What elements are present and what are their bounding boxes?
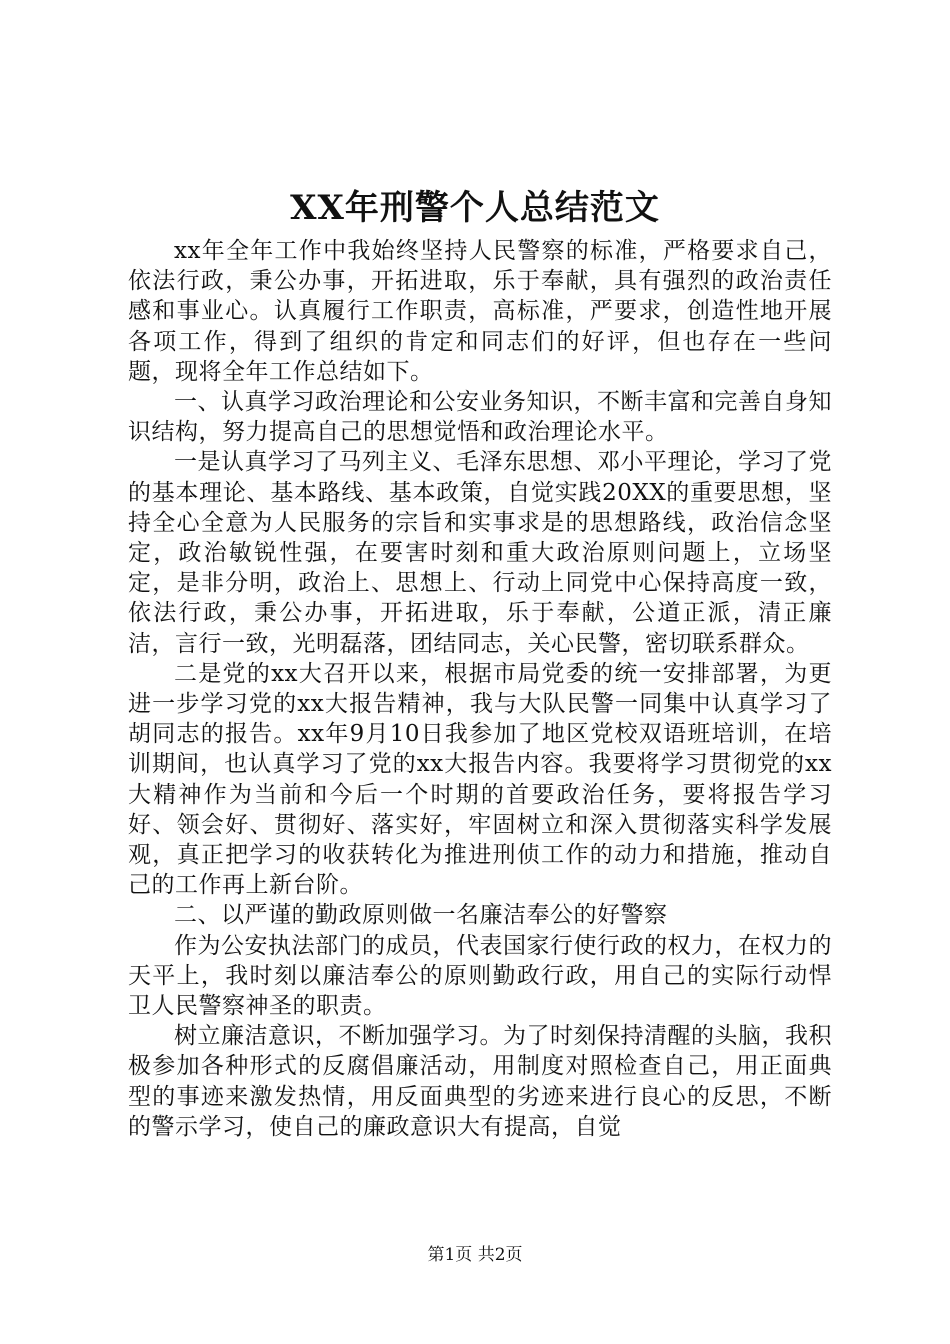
paragraph-section-1-heading: 一、认真学习政治理论和公安业务知识，不断丰富和完善自身知识结构，努力提高自己的思想觉悟和政治理论水平。 — [128, 389, 832, 446]
document-title: XX年刑警个人总结范文 — [290, 188, 660, 228]
paragraph-section-2-intro: 作为公安执法部门的成员，代表国家行使行政的权力，在权力的天平上，我时刻以廉洁奉公的原则勤政行政，用自己的实际行动悍卫人民警察神圣的职责。 — [128, 932, 832, 1020]
paragraph-section-2-heading: 二、以严谨的勤政原则做一名廉洁奉公的好警察 — [174, 902, 668, 929]
paragraph-point-one: 一是认真学习了马列主义、毛泽东思想、邓小平理论，学习了党的基本理论、基本路线、基本政策，自觉实践20XX的重要思想，坚持全心全意为人民服务的宗旨和实事求是的思想路线，政治信念坚定，政治敏锐性强，在要害时刻和重大政治原则问题上，立场坚定，是非分明，政治上、思想上、行动上同党中心保持高度一致，依法行政，秉公办事，开拓进取，乐于奉献，公道正派，清正廉洁，言行一致，光明磊落，团结同志，关心民警，密切联系群众。 — [128, 449, 832, 657]
paragraph-intro: xx年全年工作中我始终坚持人民警察的标准，严格要求自己，依法行政，秉公办事，开拓进取，乐于奉献，具有强烈的政治责任感和事业心。认真履行工作职责，高标准，严要求，创造性地开展各项工作，得到了组织的肯定和同志们的好评，但也存在一些问题，现将全年工作总结如下。 — [128, 238, 832, 385]
paragraph-integrity: 树立廉洁意识，不断加强学习。为了时刻保持清醒的头脑，我积极参加各种形式的反腐倡廉活动，用制度对照检查自己，用正面典型的事迹来激发热情，用反面典型的劣迹来进行良心的反思，不断的警示学习，使自己的廉政意识大有提高，自觉 — [128, 1023, 832, 1140]
document-body — [128, 236, 832, 1142]
paragraph-point-two: 二是党的xx大召开以来，根据市局党委的统一安排部署，为更进一步学习党的xx大报告精神，我与大队民警一同集中认真学习了胡同志的报告。xx年9月10日我参加了地区党校双语班培训，在培训期间，也认真学习了党的xx大报告内容。我要将学习贯彻党的xx大精神作为当前和今后一个时期的首要政治任务，要将报告学习好、领会好、贯彻好、落实好，牢固树立和深入贯彻落实科学发展观，真正把学习的收获转化为推进刑侦工作的动力和措施，推动自己的工作再上新台阶。 — [128, 660, 832, 899]
page-number-footer: 第1页 共2页 — [427, 1245, 523, 1265]
